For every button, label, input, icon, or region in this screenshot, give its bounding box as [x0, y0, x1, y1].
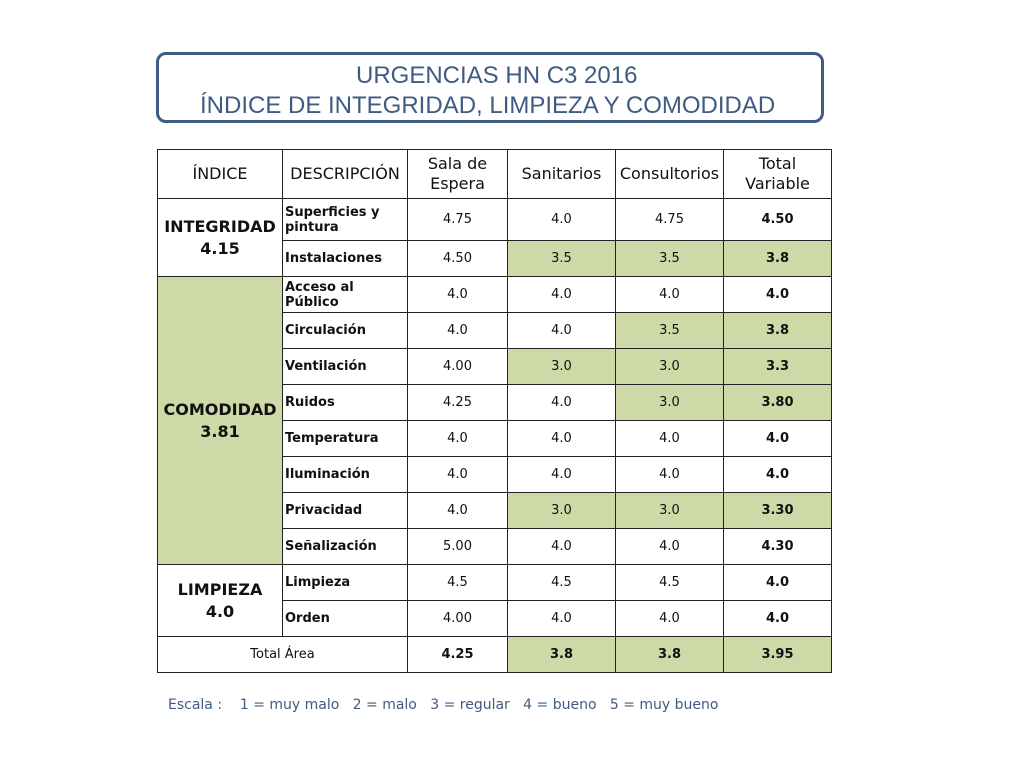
total-area-consultorios: 3.8	[616, 637, 724, 673]
group-limpieza: LIMPIEZA 4.0	[158, 565, 283, 637]
cell-total: 3.30	[724, 493, 832, 529]
scale-legend: Escala : 1 = muy malo 2 = malo 3 = regular 4 = bueno 5 = muy bueno	[168, 697, 719, 713]
cell-total: 4.30	[724, 529, 832, 565]
cell-sanitarios: 4.5	[508, 565, 616, 601]
total-area-label: Total Área	[158, 637, 408, 673]
row-desc: Iluminación	[283, 457, 408, 493]
cell-consultorios: 4.5	[616, 565, 724, 601]
cell-sanitarios: 4.0	[508, 529, 616, 565]
cell-sanitarios: 4.0	[508, 313, 616, 349]
cell-total: 4.50	[724, 199, 832, 241]
cell-consultorios: 3.0	[616, 385, 724, 421]
cell-sala: 4.0	[408, 421, 508, 457]
cell-total: 4.0	[724, 457, 832, 493]
cell-total: 4.0	[724, 277, 832, 313]
cell-consultorios: 4.0	[616, 277, 724, 313]
header-descripcion: DESCRIPCIÓN	[283, 150, 408, 199]
row-desc: Circulación	[283, 313, 408, 349]
row-desc: Orden	[283, 601, 408, 637]
cell-sala: 5.00	[408, 529, 508, 565]
row-desc: Temperatura	[283, 421, 408, 457]
cell-total: 4.0	[724, 601, 832, 637]
row-desc: Ventilación	[283, 349, 408, 385]
cell-consultorios: 3.0	[616, 493, 724, 529]
cell-sanitarios: 4.0	[508, 385, 616, 421]
title-line-2: ÍNDICE DE INTEGRIDAD, LIMPIEZA Y COMODIDAD	[200, 92, 776, 119]
cell-consultorios: 3.5	[616, 241, 724, 277]
row-desc: Privacidad	[283, 493, 408, 529]
total-area-row	[158, 637, 832, 673]
cell-sanitarios: 3.0	[508, 349, 616, 385]
cell-total: 4.0	[724, 565, 832, 601]
total-area-sala: 4.25	[408, 637, 508, 673]
cell-consultorios: 4.0	[616, 529, 724, 565]
cell-consultorios: 4.0	[616, 601, 724, 637]
cell-sala: 4.0	[408, 277, 508, 313]
cell-consultorios: 3.5	[616, 313, 724, 349]
row-desc: Acceso al Público	[283, 277, 408, 313]
cell-consultorios: 4.75	[616, 199, 724, 241]
header-sala: Sala de Espera	[408, 150, 508, 199]
cell-sala: 4.0	[408, 493, 508, 529]
cell-sanitarios: 3.0	[508, 493, 616, 529]
cell-sala: 4.0	[408, 457, 508, 493]
row-desc: Ruidos	[283, 385, 408, 421]
header-indice: ÍNDICE	[158, 150, 283, 199]
cell-sala: 4.75	[408, 199, 508, 241]
cell-sala: 4.5	[408, 565, 508, 601]
cell-consultorios: 4.0	[616, 421, 724, 457]
total-area-sanitarios: 3.8	[508, 637, 616, 673]
cell-sanitarios: 4.0	[508, 457, 616, 493]
cell-sanitarios: 4.0	[508, 421, 616, 457]
header-sanitarios: Sanitarios	[508, 150, 616, 199]
cell-sala: 4.0	[408, 313, 508, 349]
cell-sanitarios: 4.0	[508, 199, 616, 241]
group-integridad: INTEGRIDAD 4.15	[158, 199, 283, 277]
header-consultorios: Consultorios	[616, 150, 724, 199]
title-line-1: URGENCIAS HN C3 2016	[356, 62, 638, 89]
cell-total: 3.3	[724, 349, 832, 385]
cell-sala: 4.50	[408, 241, 508, 277]
header-total: Total Variable	[724, 150, 832, 199]
cell-sala: 4.00	[408, 349, 508, 385]
cell-sanitarios: 4.0	[508, 277, 616, 313]
row-desc: Limpieza	[283, 565, 408, 601]
table-row	[158, 277, 832, 313]
row-desc: Superficies y pintura	[283, 199, 408, 241]
cell-sanitarios: 4.0	[508, 601, 616, 637]
cell-total: 3.80	[724, 385, 832, 421]
total-area-total: 3.95	[724, 637, 832, 673]
cell-consultorios: 3.0	[616, 349, 724, 385]
cell-total: 3.8	[724, 313, 832, 349]
index-table	[157, 149, 832, 673]
table-row	[158, 199, 832, 241]
row-desc: Instalaciones	[283, 241, 408, 277]
cell-sala: 4.00	[408, 601, 508, 637]
cell-sanitarios: 3.5	[508, 241, 616, 277]
group-comodidad: COMODIDAD 3.81	[158, 277, 283, 565]
row-desc: Señalización	[283, 529, 408, 565]
table-header-row	[158, 150, 832, 199]
table-row	[158, 565, 832, 601]
cell-total: 3.8	[724, 241, 832, 277]
cell-total: 4.0	[724, 421, 832, 457]
cell-sala: 4.25	[408, 385, 508, 421]
cell-consultorios: 4.0	[616, 457, 724, 493]
